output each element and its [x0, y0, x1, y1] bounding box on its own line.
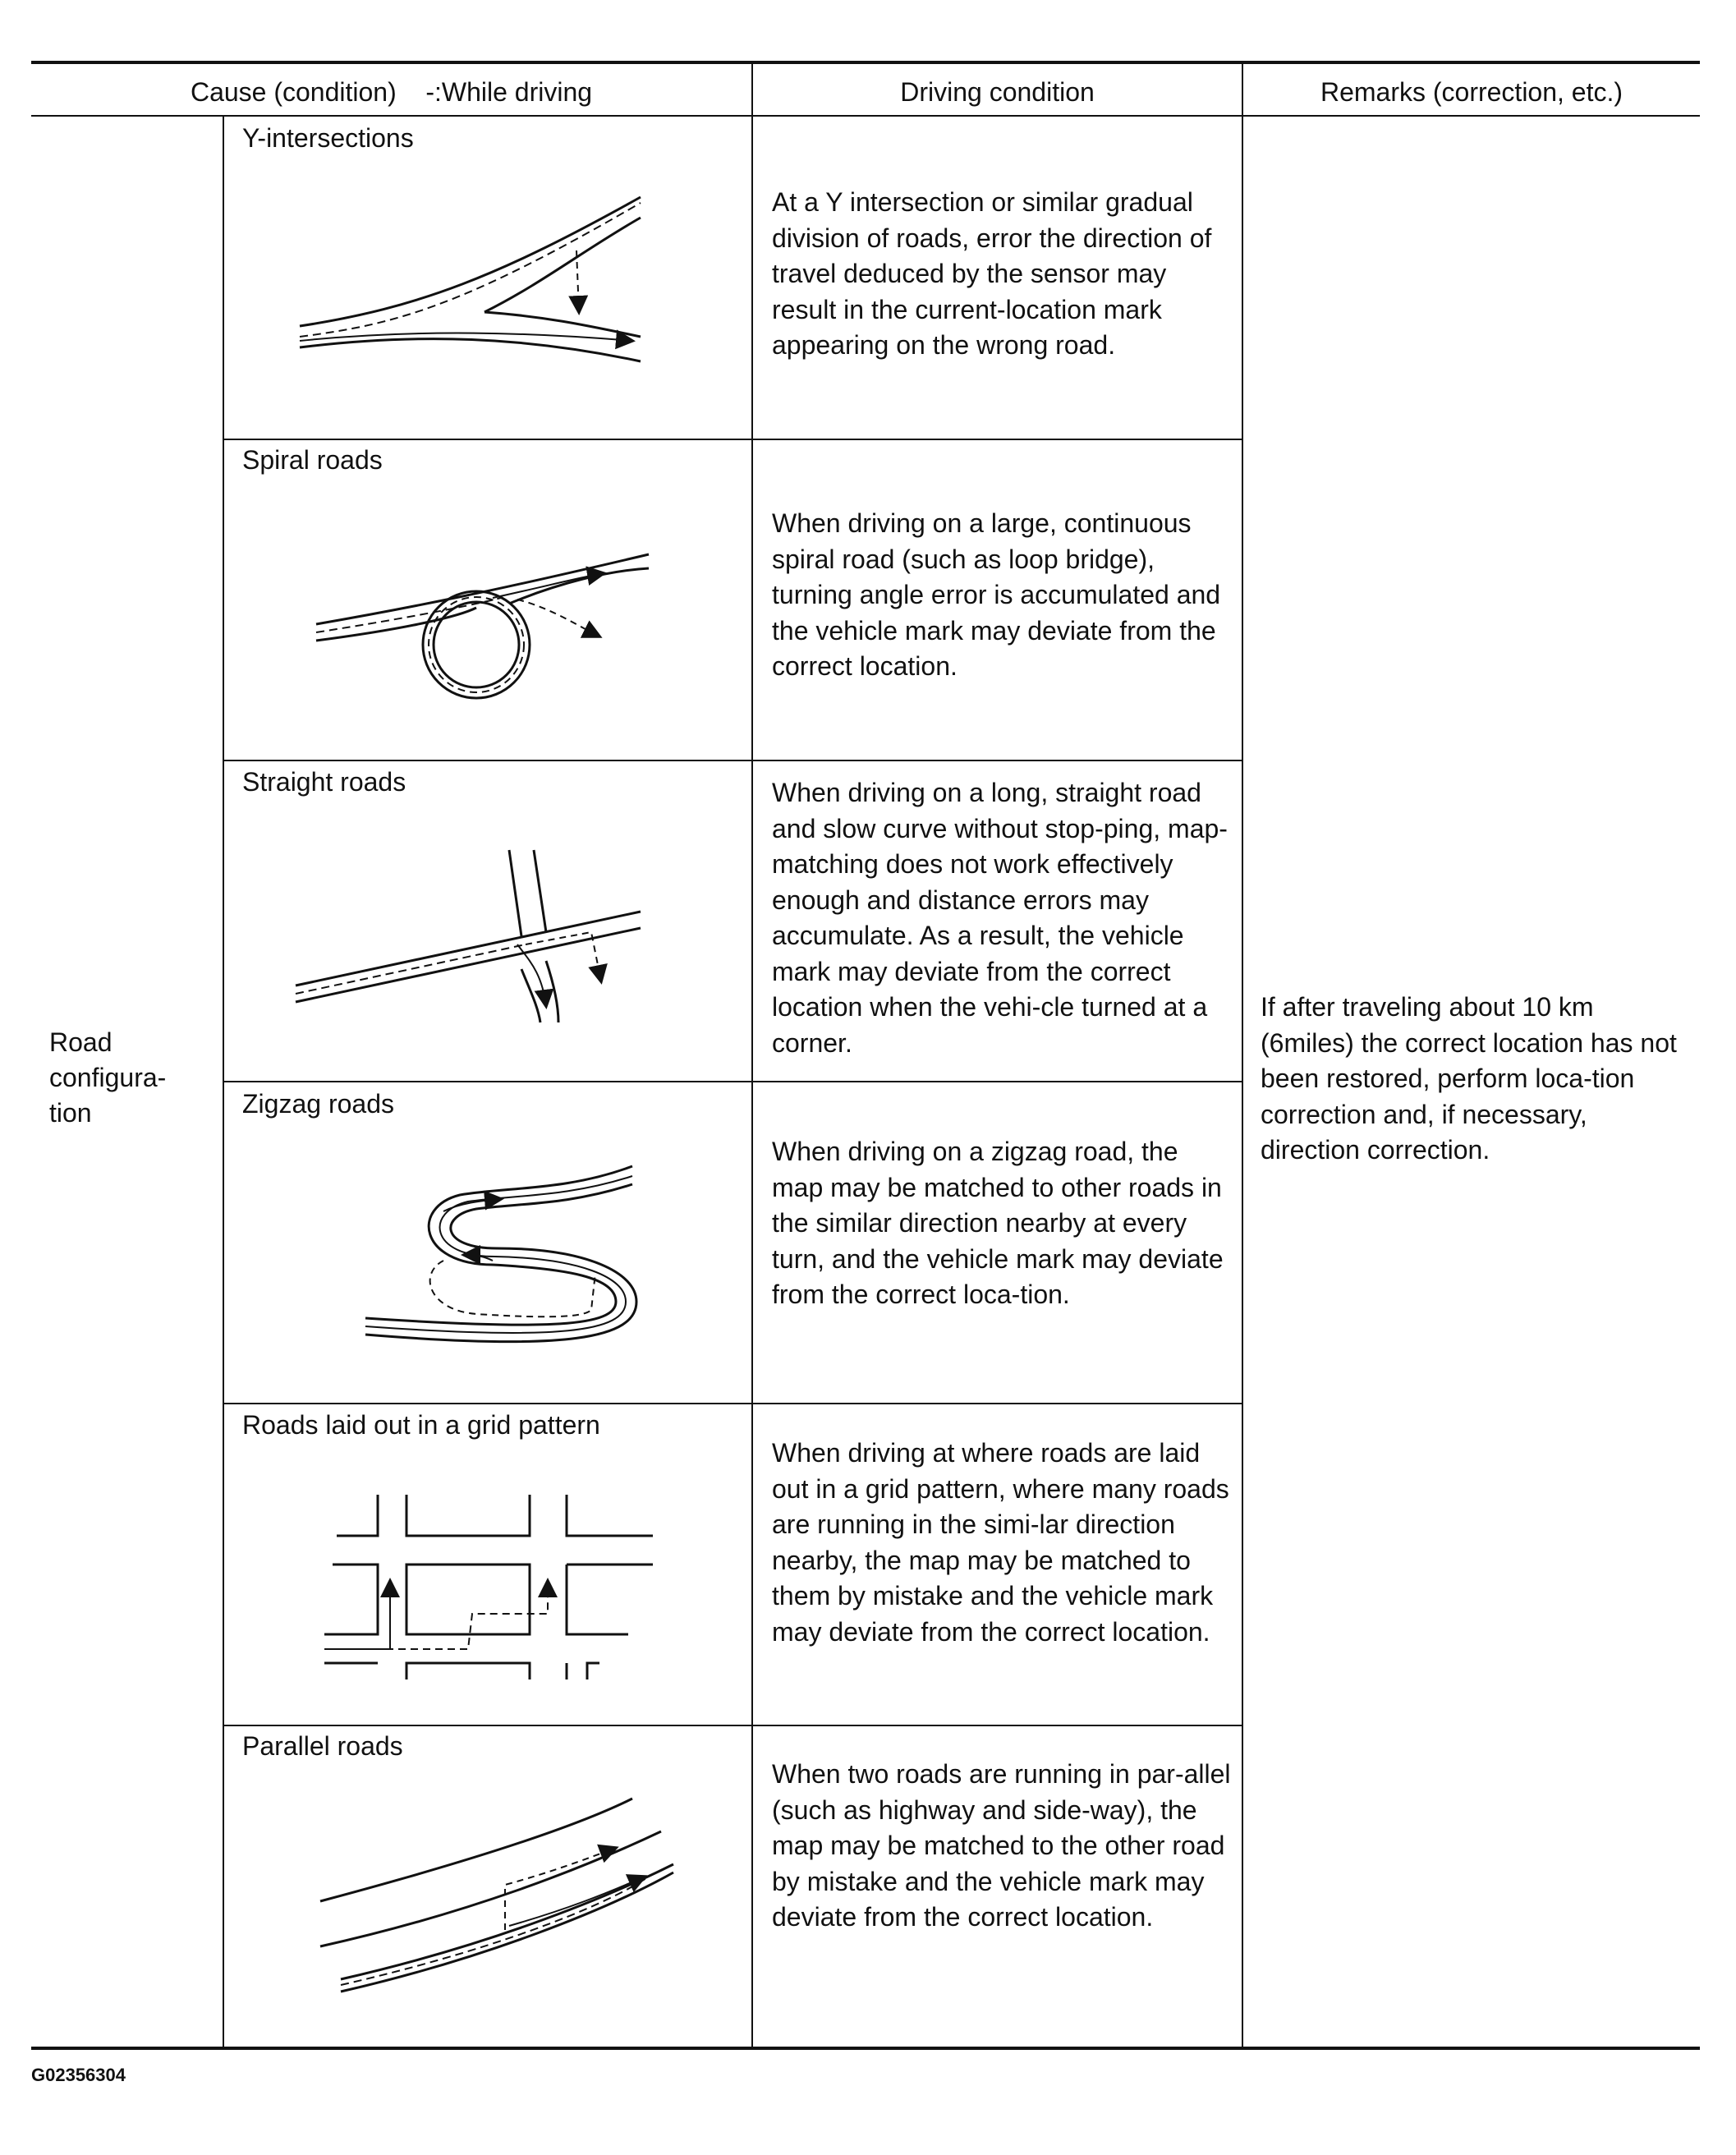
row-divider [223, 1081, 1242, 1082]
zigzag-road-diagram [361, 1158, 657, 1347]
row-title: Zigzag roads [242, 1089, 394, 1119]
category-label: Road configura- tion [49, 1027, 167, 1128]
y-intersection-diagram [296, 185, 657, 374]
header-cause [31, 69, 751, 115]
remarks-text: If after traveling about 10 km (6miles) the correct location has not been restored, perform loca-tion correction and, if necessary, direction correction. [1261, 992, 1677, 1165]
row-divider [223, 1403, 1242, 1404]
row-description: When driving on a zigzag road, the map may be matched to other roads in the similar direction nearby at every turn, and the vehicle mark may deviate from the correct loca-tion. [772, 1137, 1224, 1309]
header-driving-condition [753, 69, 1242, 115]
table-top-rule [31, 61, 1700, 64]
spiral-road-diagram [312, 526, 657, 715]
row-title: Roads laid out in a grid pattern [242, 1410, 600, 1440]
row-divider [223, 1725, 1242, 1726]
parallel-road-diagram [320, 1794, 682, 2000]
row-description: When driving at where roads are laid out in a grid pattern, where many roads are running in the simi-lar direction nearby, the map may be matched to them by mistake and the vehicle mark may deviate from the correct location. [772, 1438, 1229, 1647]
row-title: Y-intersections [242, 123, 414, 153]
grid-road-diagram [324, 1495, 661, 1679]
column-divider-cause [751, 64, 753, 2047]
header-remarks-label: Remarks (correction, etc.) [1320, 76, 1623, 107]
row-title: Straight roads [242, 767, 406, 797]
row-description: When driving on a large, continuous spiral road (such as loop bridge), turning angle error is accumulated and the vehicle mark may deviate from the correct location. [772, 508, 1221, 681]
figure-code: G02356304 [31, 2065, 126, 2085]
header-cause-label: Cause (condition) -:While driving [190, 76, 593, 107]
straight-road-diagram [296, 850, 657, 1027]
row-title: Parallel roads [242, 1731, 403, 1761]
row-description: When driving on a long, straight road and slow curve without stop-ping, map-matching does not work effectively enough and distance errors may accumulate. As a result, the vehicle mark may deviate from the correct location when the vehi-cle turned at a corner. [772, 778, 1228, 1058]
row-title: Spiral roads [242, 445, 383, 475]
header-bottom-rule [31, 115, 1700, 117]
row-divider [223, 760, 1242, 761]
row-description: When two roads are running in par-allel (such as highway and side-way), the map may be matched to the other road by mistake and the vehicle mark may deviate from the correct location. [772, 1759, 1231, 1932]
table-bottom-rule [31, 2047, 1700, 2050]
row-divider [223, 439, 1242, 440]
header-driving-condition-label: Driving condition [900, 76, 1095, 107]
column-divider-condition [1242, 64, 1243, 2047]
header-remarks [1243, 69, 1700, 115]
row-description: At a Y intersection or similar gradual division of roads, error the direction of travel deduced by the sensor may result in the current-location mark appearing on the wrong road. [772, 187, 1212, 360]
